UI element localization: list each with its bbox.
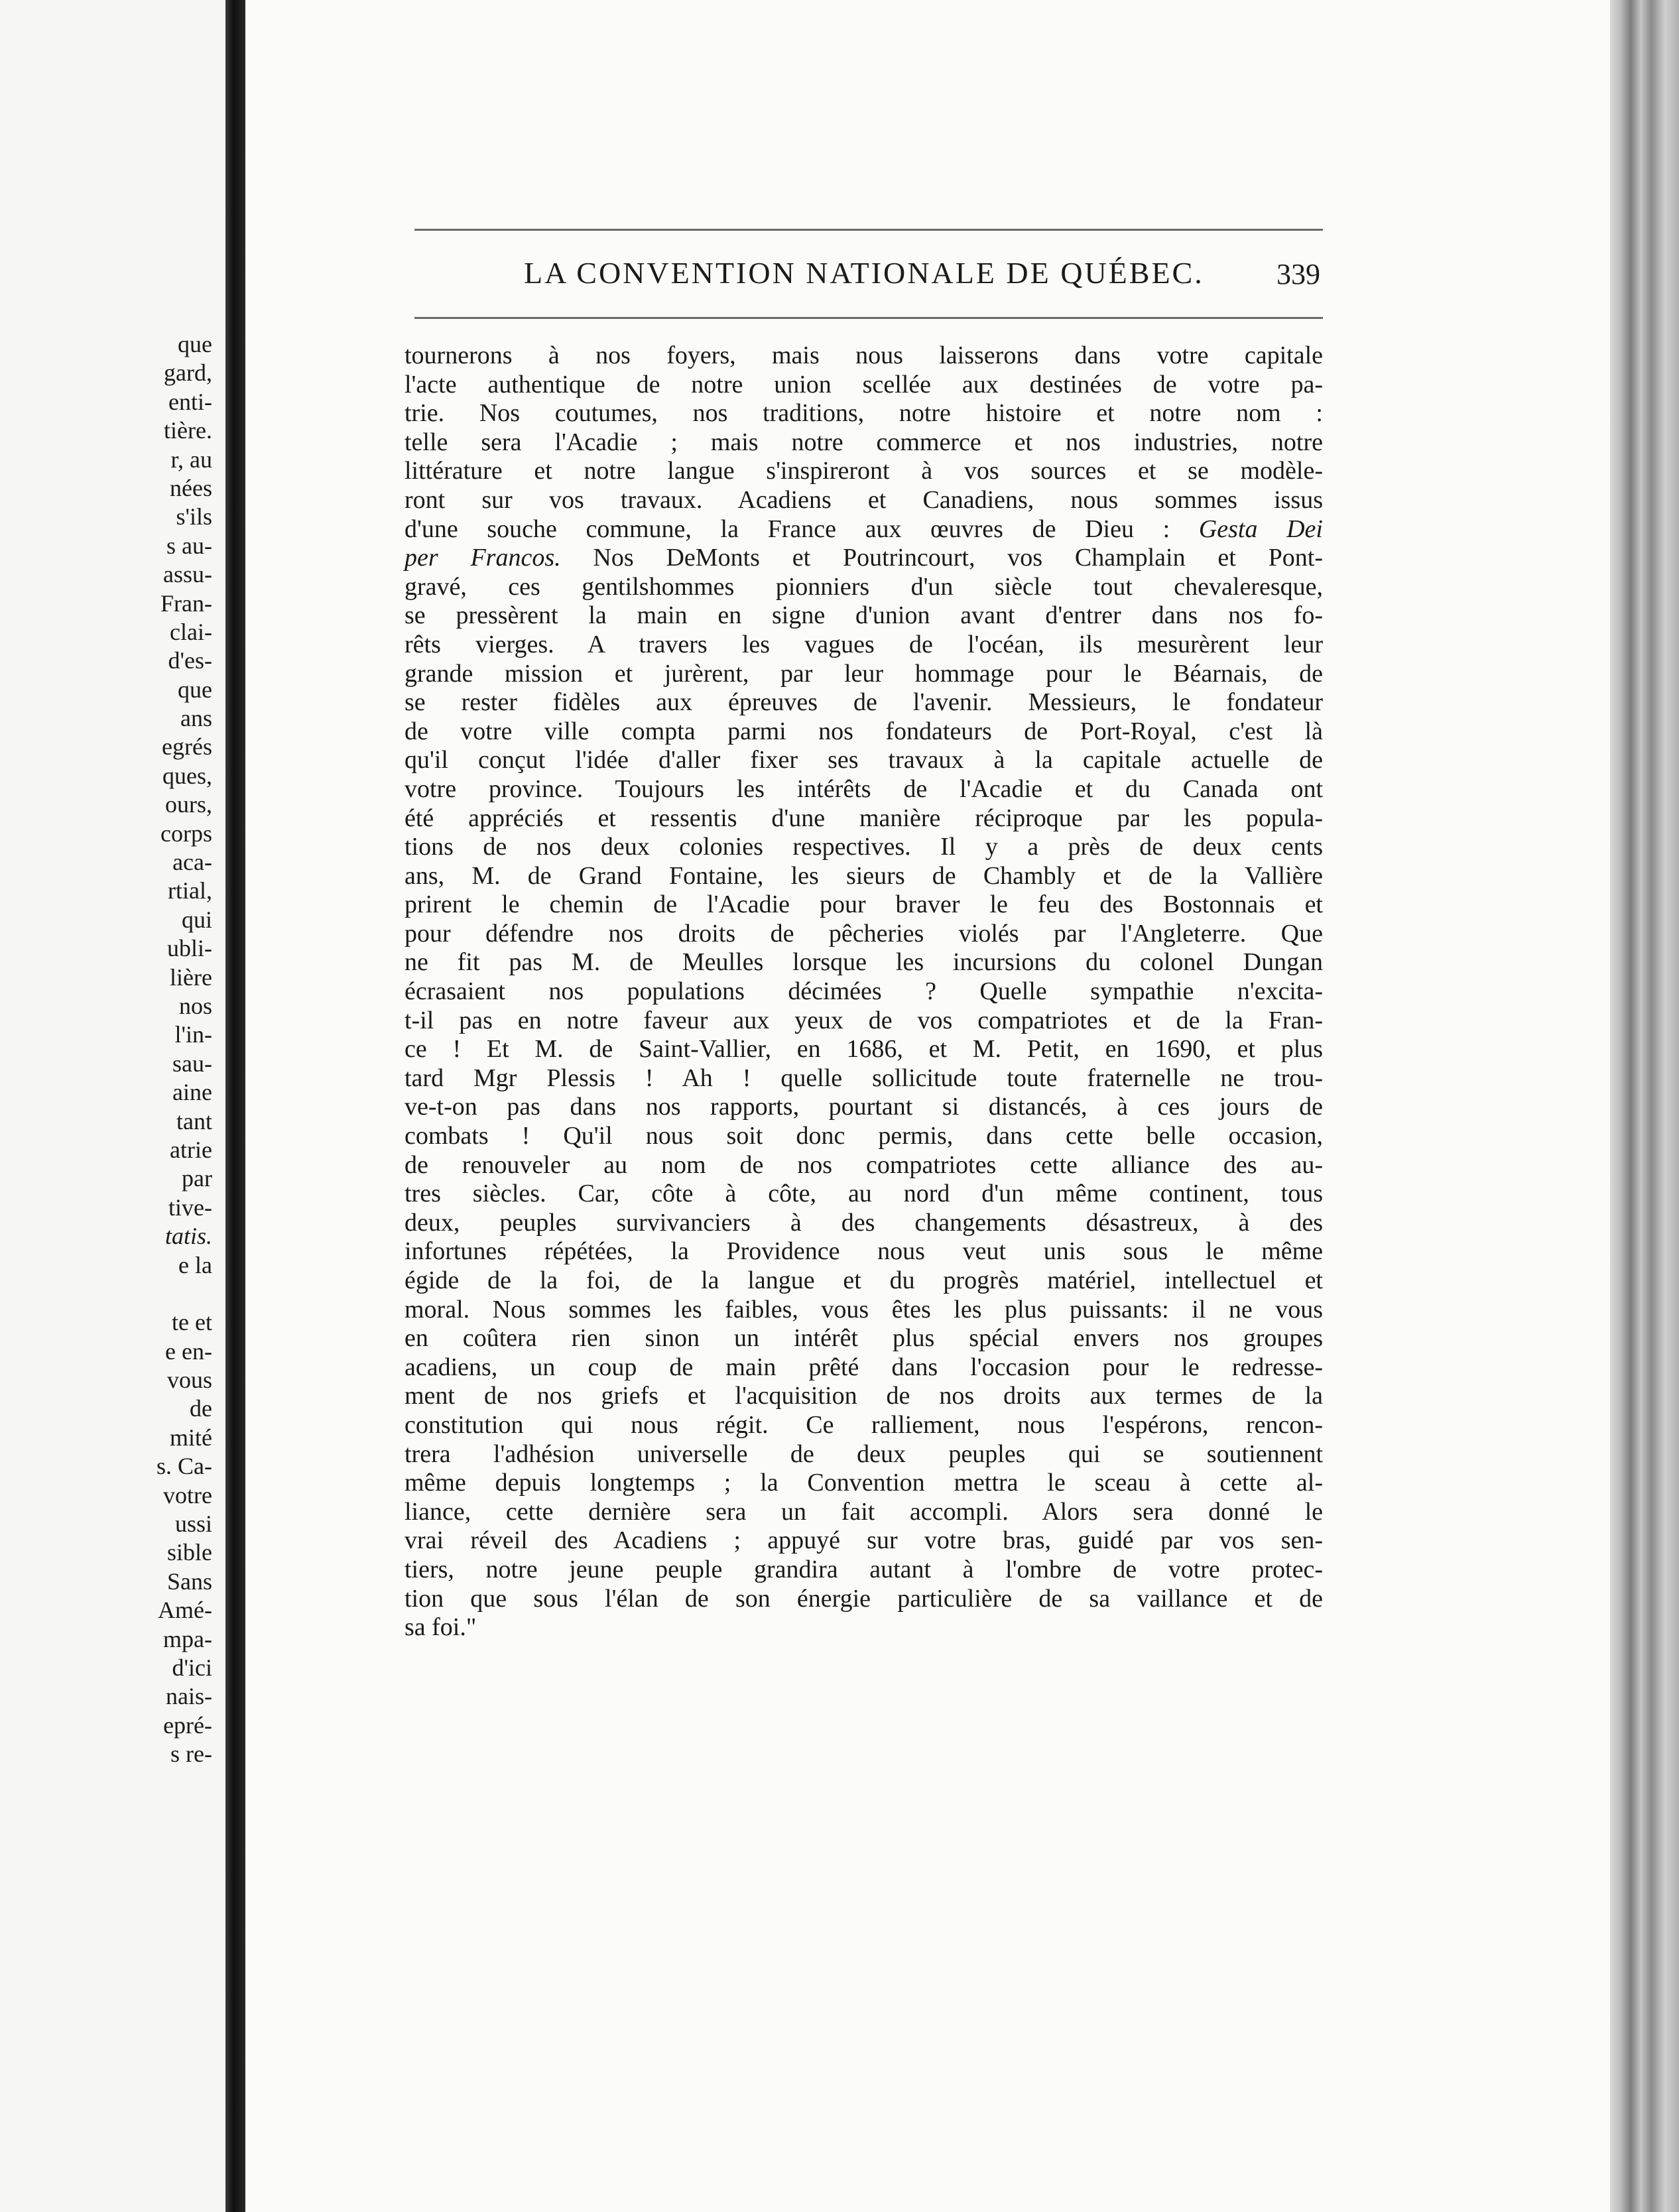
text-line: [404, 573, 1323, 602]
left-page-line: enti-: [168, 388, 212, 415]
text-line: [404, 1007, 1323, 1036]
text-segment: d'une souche commune, la France aux œuvres de Dieu :: [404, 515, 1199, 543]
text-line: [404, 1122, 1323, 1151]
text-segment: ront sur vos travaux. Acadiens et Canadiens, nous sommes issus: [404, 485, 1323, 514]
text-line: [404, 399, 1323, 428]
text-line: [404, 1035, 1323, 1064]
text-segment: deux, peuples survivanciers à des changements désastreux, à des: [404, 1208, 1323, 1237]
text-segment: se pressèrent la main en signe d'union avant d'entrer dans nos fo-: [404, 601, 1323, 630]
text-segment: tion que sous l'élan de son énergie particulière de sa vaillance et de: [404, 1584, 1323, 1613]
left-page-line: sible: [167, 1539, 212, 1566]
text-line: [404, 1556, 1323, 1585]
left-page-line: mpa-: [163, 1625, 212, 1652]
text-segment: tournerons à nos foyers, mais nous laisserons dans votre capitale: [404, 341, 1323, 369]
text-line: [404, 804, 1323, 833]
text-segment: de renouveler au nom de nos compatriotes cette alliance des au-: [404, 1150, 1323, 1179]
text-line: [404, 1296, 1323, 1325]
left-page-line: vous: [166, 1367, 212, 1394]
text-line: [404, 1382, 1323, 1411]
left-page-line: par: [182, 1165, 212, 1192]
text-segment: égide de la foi, de la langue et du progrès matériel, intellectuel et: [404, 1266, 1323, 1294]
text-line: [404, 1237, 1323, 1266]
text-line: [404, 688, 1323, 717]
text-segment: infortunes répétées, la Providence nous veut unis sous le même: [404, 1237, 1323, 1266]
left-page-line: de: [190, 1395, 212, 1422]
left-page-line: mité: [170, 1424, 212, 1451]
text-segment: tiers, notre jeune peuple grandira autant à l'ombre de votre protec-: [404, 1555, 1323, 1583]
left-page-line: aca-: [172, 849, 212, 876]
text-line: [404, 1353, 1323, 1382]
text-segment: de votre ville compta parmi nos fondateurs de Port-Royal, c'est là: [404, 717, 1323, 745]
text-line: [404, 1526, 1323, 1556]
text-segment: constitution qui nous régit. Ce ralliement, nous l'espérons, rencon-: [404, 1410, 1323, 1439]
text-line: [404, 1064, 1323, 1093]
text-segment: combats ! Qu'il nous soit donc permis, dans cette belle occasion,: [404, 1122, 1323, 1150]
text-line: [404, 515, 1323, 544]
left-page-line: tant: [176, 1107, 212, 1135]
text-segment: littérature et notre langue s'inspireront à vos sources et se modèle-: [404, 457, 1323, 485]
left-page-line: corps: [160, 820, 212, 847]
left-page-line: ussi: [174, 1510, 212, 1538]
text-segment: en coûtera rien sinon un intérêt plus spécial envers nos groupes: [404, 1324, 1323, 1353]
text-segment: écrasaient nos populations décimées ? Quelle sympathie n'excita-: [404, 977, 1323, 1006]
left-page-line: que: [178, 331, 212, 357]
text-line: [404, 746, 1323, 775]
body-text: [404, 341, 1323, 1642]
text-line: [404, 1324, 1323, 1353]
text-segment: l'acte authentique de notre union scellée aux destinées de votre pa-: [404, 370, 1323, 399]
text-segment: telle sera l'Acadie ; mais notre commerce et nos industries, notre: [404, 428, 1323, 456]
left-page-line: e la: [178, 1251, 212, 1278]
left-page-line: aine: [172, 1079, 212, 1106]
text-segment: ce ! Et M. de Saint-Vallier, en 1686, et M. Petit, en 1690, et plus: [404, 1035, 1323, 1064]
text-line: [404, 833, 1323, 862]
text-line: [404, 631, 1323, 660]
text-segment: Nos DeMonts et Poutrincourt, vos Champlain et Pont-: [560, 544, 1323, 572]
left-page-line: s re-: [170, 1741, 212, 1768]
page-number: 339: [1276, 258, 1320, 290]
text-segment: ve-t-on pas dans nos rapports, pourtant si distancés, à ces jours de: [404, 1093, 1323, 1121]
left-page-line: d'es-: [168, 647, 212, 674]
left-page-line: gard,: [164, 359, 212, 387]
text-segment: tres siècles. Car, côte à côte, au nord d'un même continent, tous: [404, 1180, 1323, 1208]
text-line: [404, 1411, 1323, 1440]
text-line: [404, 341, 1323, 371]
left-page-line: s. Ca-: [156, 1453, 212, 1480]
left-page-line: clai-: [170, 618, 212, 645]
left-page-line: Sans: [166, 1567, 212, 1595]
left-page-line: sau-: [172, 1050, 212, 1077]
text-segment: prirent le chemin de l'Acadie pour braver le feu des Bostonnais et: [404, 891, 1323, 919]
text-line: [404, 1498, 1323, 1527]
text-segment: pour défendre nos droits de pêcheries violés par l'Angleterre. Que: [404, 919, 1323, 948]
left-page-line: te et: [172, 1309, 212, 1336]
text-segment: acadiens, un coup de main prêté dans l'occasion pour le redresse-: [404, 1353, 1323, 1381]
header-top-rule: [414, 229, 1323, 231]
left-page-line: tière.: [164, 417, 212, 444]
text-segment: moral. Nous sommes les faibles, vous êtes les plus puissants: il ne vous: [404, 1295, 1323, 1323]
text-segment: même depuis longtemps ; la Convention mettra le sceau à cette al-: [404, 1469, 1323, 1497]
text-line: [404, 457, 1323, 486]
text-segment: t-il pas en notre faveur aux yeux de vos compatriotes et de la Fran-: [404, 1006, 1323, 1034]
page-stack-edge: [1610, 0, 1679, 2212]
left-page-line: s au-: [166, 532, 212, 559]
text-line: [404, 862, 1323, 891]
text-line: [404, 1266, 1323, 1296]
header-bottom-rule: [414, 317, 1323, 319]
italic-text-segment: Gesta Dei: [1198, 515, 1323, 543]
left-page-text-fragments: [0, 330, 212, 1769]
left-page-line: nées: [170, 474, 212, 501]
text-line: [404, 544, 1323, 573]
text-segment: rêts vierges. A travers les vagues de l'océan, ils mesurèrent leur: [404, 630, 1323, 658]
text-line: [404, 660, 1323, 689]
left-page-line: qui: [181, 906, 212, 933]
left-page-line: tive-: [168, 1194, 212, 1221]
text-segment: votre province. Toujours les intérêts de l'Acadie et du Canada ont: [404, 774, 1323, 803]
text-line: [404, 1469, 1323, 1498]
text-segment: tard Mgr Plessis ! Ah ! quelle sollicitude toute fraternelle ne trou-: [404, 1064, 1323, 1092]
left-page-line: atrie: [170, 1136, 212, 1163]
text-segment: liance, cette dernière sera un fait accompli. Alors sera donné le: [404, 1497, 1323, 1526]
left-page-line: que: [178, 676, 212, 703]
left-page-line: [0, 1280, 212, 1308]
text-line: [404, 920, 1323, 949]
text-line: [404, 1180, 1323, 1209]
left-page-line: l'in-: [174, 1021, 212, 1048]
left-page-line: r, au: [170, 446, 212, 473]
text-line: [404, 775, 1323, 804]
text-segment: grande mission et jurèrent, par leur hommage pour le Béarnais, de: [404, 659, 1323, 688]
text-segment: sa foi.": [404, 1613, 477, 1642]
left-page-line: Fran-: [160, 589, 212, 617]
left-page-line: assu-: [163, 561, 212, 588]
italic-text-segment: per Francos.: [404, 544, 561, 572]
text-segment: tions de nos deux colonies respectives. Il y a près de deux cents: [404, 833, 1323, 861]
text-line: [404, 428, 1323, 458]
left-page-line: tatis.: [164, 1223, 212, 1250]
text-line: [404, 486, 1323, 515]
left-page-line: egrés: [162, 733, 212, 761]
left-page-line: nais-: [166, 1683, 212, 1710]
left-page-line: ubli-: [167, 935, 212, 962]
text-line: [404, 1613, 1323, 1642]
left-page-line: ans: [180, 705, 212, 732]
left-page-line: epré-: [163, 1711, 212, 1739]
book-gutter: [225, 0, 245, 2212]
text-segment: ne fit pas M. de Meulles lorsque les incursions du colonel Dungan: [404, 948, 1323, 977]
left-page-line: d'ici: [172, 1654, 212, 1681]
text-line: [404, 1151, 1323, 1180]
left-page-line: lière: [170, 963, 212, 991]
text-line: [404, 977, 1323, 1007]
left-page-line: votre: [163, 1481, 212, 1508]
left-page-line: Amé-: [158, 1597, 212, 1624]
text-line: [404, 948, 1323, 977]
text-segment: se rester fidèles aux épreuves de l'avenir. Messieurs, le fondateur: [404, 688, 1323, 717]
text-line: [404, 601, 1323, 631]
text-segment: ans, M. de Grand Fontaine, les sieurs de Chambly et de la Vallière: [404, 861, 1323, 890]
text-line: [404, 371, 1323, 400]
left-page-line: nos: [178, 992, 212, 1019]
text-line: [404, 891, 1323, 920]
text-segment: trie. Nos coutumes, nos traditions, notre histoire et notre nom :: [404, 399, 1323, 428]
left-page-line: rtial,: [168, 877, 212, 904]
left-facing-page: [0, 0, 225, 2212]
left-page-line: s'ils: [176, 503, 212, 530]
text-segment: ment de nos griefs et l'acquisition de nos droits aux termes de la: [404, 1382, 1323, 1410]
text-line: [404, 1585, 1323, 1614]
text-segment: qu'il conçut l'idée d'aller fixer ses travaux à la capitale actuelle de: [404, 746, 1323, 774]
text-segment: trera l'adhésion universelle de deux peuples qui se soutiennent: [404, 1440, 1323, 1468]
text-line: [404, 1440, 1323, 1469]
left-page-line: ques,: [162, 762, 212, 789]
text-segment: été appréciés et ressentis d'une manière réciproque par les popula-: [404, 804, 1323, 832]
text-segment: gravé, ces gentilshommes pionniers d'un siècle tout chevaleresque,: [404, 572, 1323, 601]
text-segment: vrai réveil des Acadiens ; appuyé sur votre bras, guidé par vos sen-: [404, 1526, 1323, 1555]
text-line: [404, 1093, 1323, 1122]
left-page-line: e en-: [165, 1337, 212, 1365]
left-page-line: ours,: [165, 791, 212, 818]
text-line: [404, 717, 1323, 747]
text-line: [404, 1209, 1323, 1238]
running-header-title: LA CONVENTION NATIONALE DE QUÉBEC.: [524, 256, 1204, 290]
